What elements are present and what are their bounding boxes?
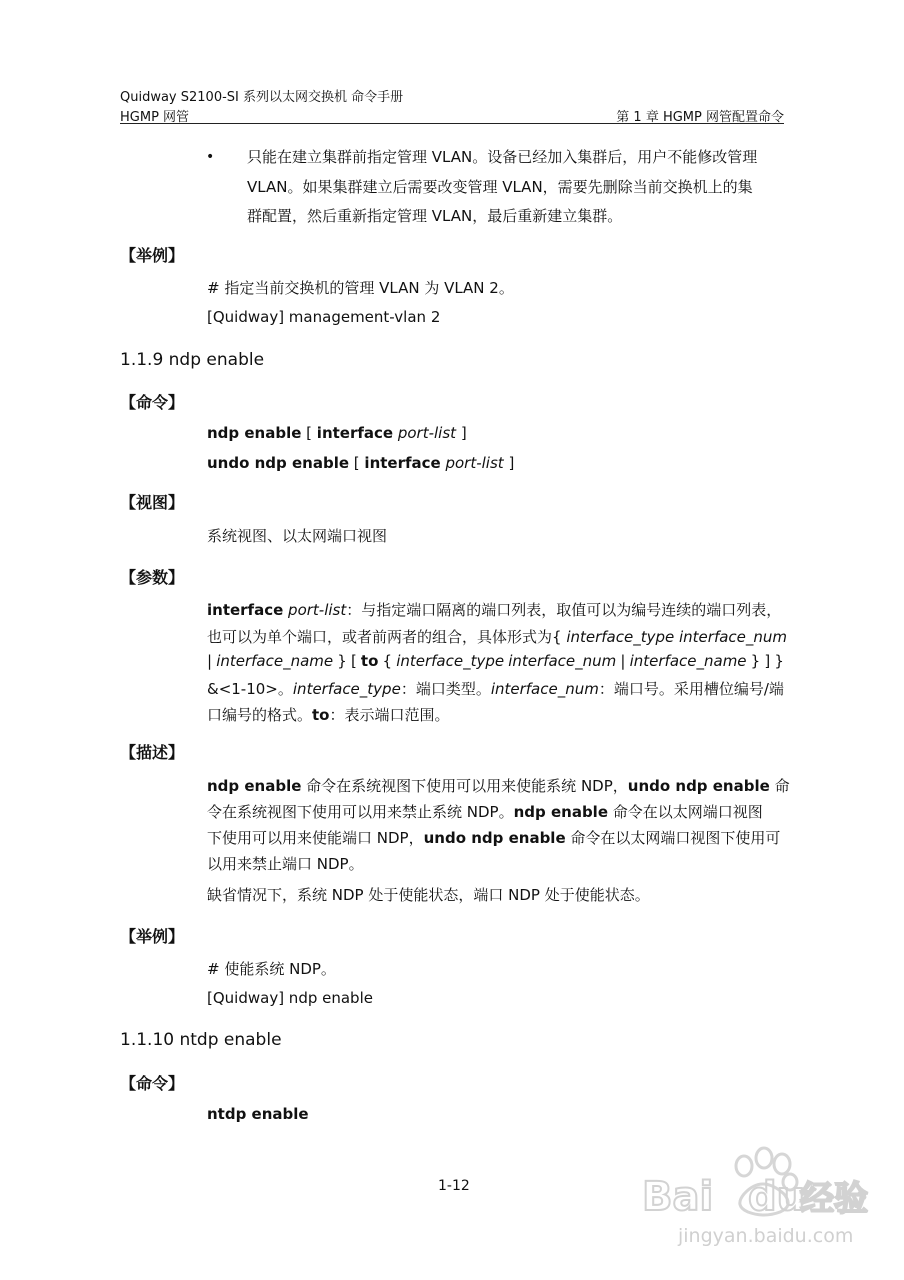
section-heading-1-1-10: 1.1.10 ntdp enable	[120, 1030, 282, 1050]
param-text: ：端口号。采用槽位编号/端	[598, 680, 784, 698]
section-heading-description: 【描述】	[120, 743, 185, 762]
param-text: 口编号的格式。	[207, 706, 313, 724]
syntax-token: ]	[764, 652, 771, 670]
param-line-5	[207, 704, 450, 725]
section-heading-view: 【视图】	[120, 493, 185, 512]
syntax-token: interface_num	[508, 652, 617, 670]
desc-text: 下使用可以用来使能端口 NDP，	[207, 829, 424, 847]
desc-line-4: 以用来禁止端口 NDP。	[207, 855, 364, 873]
syntax-token: to	[360, 652, 379, 670]
param-argument: interface_num	[490, 680, 599, 698]
param-argument: port-list	[283, 601, 347, 619]
syntax-token: }	[750, 652, 761, 670]
command-line-2	[207, 454, 514, 472]
param-text: &<1-10>。	[207, 680, 293, 698]
param-line-1-content	[207, 599, 781, 620]
command-keyword: undo ndp enable	[207, 454, 350, 472]
desc-text: 命令在以太网端口视图	[608, 803, 763, 821]
desc-line-5: 缺省情况下，系统 NDP 处于使能状态，端口 NDP 处于使能状态。	[207, 886, 650, 904]
syntax-token: interface_name	[629, 652, 747, 670]
desc-text: 命	[769, 777, 790, 795]
syntax-token: interface_name	[216, 652, 334, 670]
section-heading-parameters: 【参数】	[120, 568, 185, 587]
param-line-1	[207, 599, 784, 620]
param-line-2-content	[207, 626, 787, 647]
command-argument: port-list	[440, 454, 504, 472]
param-keyword: interface	[207, 601, 284, 619]
command-line-ntdp	[207, 1105, 309, 1123]
syntax-token: |	[620, 652, 626, 670]
param-keyword: to	[312, 706, 330, 724]
command-line-1	[207, 424, 467, 442]
desc-line-3-content	[207, 827, 780, 848]
param-line-4-content	[207, 678, 784, 699]
desc-line-1-content	[207, 775, 790, 796]
command-keyword: interface	[364, 454, 441, 472]
header-chapter-left: HGMP 网管	[120, 110, 190, 125]
desc-line-1	[207, 775, 790, 796]
param-text: 也可以为单个端口，或者前两者的组合，具体形式为{	[207, 628, 567, 646]
bullet-dot: •	[206, 149, 215, 165]
param-argument: interface_type	[292, 680, 401, 698]
command-keyword: ntdp enable	[207, 1105, 309, 1123]
header-chapter-right: 第 1 章 HGMP 网管配置命令	[616, 110, 784, 125]
example-comment-2: # 使能系统 NDP。	[207, 960, 336, 978]
section-heading-example: 【举例】	[120, 246, 185, 265]
desc-line-3	[207, 827, 784, 848]
example-comment: # 指定当前交换机的管理 VLAN 为 VLAN 2。	[207, 279, 514, 297]
bracket: [	[349, 454, 365, 472]
bracket: [	[301, 424, 317, 442]
view-text: 系统视图、以太网端口视图	[207, 527, 388, 545]
param-text: ：端口类型。	[400, 680, 491, 698]
syntax-token: |	[207, 652, 213, 670]
param-text: ：与指定端口隔离的端口列表，取值可以为编号连续的端口列表，	[346, 601, 782, 619]
command-keyword: ndp enable	[207, 424, 302, 442]
svg-text:du: du	[748, 1174, 806, 1220]
param-line-2	[207, 626, 788, 647]
syntax-token: }	[774, 652, 784, 670]
section-heading-1-1-9: 1.1.9 ndp enable	[120, 350, 265, 370]
baidu-jingyan-watermark-logo	[640, 1142, 868, 1260]
desc-keyword: undo ndp enable	[627, 777, 770, 795]
svg-text:经验: 经验	[800, 1179, 868, 1219]
syntax-token: [	[350, 652, 357, 670]
syntax-token: {	[382, 652, 393, 670]
bullet-line-3: 群配置，然后重新指定管理 VLAN，最后重新建立集群。	[247, 207, 623, 225]
section-heading-example-2: 【举例】	[120, 927, 185, 946]
desc-text: 命令在系统视图下使用可以用来使能系统 NDP，	[301, 777, 628, 795]
svg-text:Bai: Bai	[642, 1174, 714, 1220]
param-line-4	[207, 678, 784, 699]
bullet-line-2: VLAN。如果集群建立后需要改变管理 VLAN，需要先删除当前交换机上的集	[247, 178, 753, 196]
desc-line-2	[207, 801, 784, 822]
command-keyword: interface	[316, 424, 394, 442]
section-heading-command-2: 【命令】	[120, 1074, 185, 1093]
param-text: ：表示端口范围。	[329, 706, 450, 724]
example-command: [Quidway] management-vlan 2	[207, 308, 441, 326]
command-argument: port-list	[393, 424, 457, 442]
desc-keyword: undo ndp enable	[423, 829, 566, 847]
param-argument: interface_type interface_num	[566, 628, 788, 646]
bullet-line-1-text: 只能在建立集群前指定管理 VLAN。设备已经加入集群后，用户不能修改管理	[247, 148, 758, 166]
desc-line-2-content	[207, 801, 763, 822]
bracket: ]	[456, 424, 467, 442]
desc-keyword: ndp enable	[207, 777, 302, 795]
param-line-3	[207, 652, 784, 670]
syntax-token: interface_type	[396, 652, 505, 670]
bullet-line-1	[247, 146, 784, 167]
header-divider	[120, 123, 784, 124]
desc-text: 令在系统视图下使用可以用来禁止系统 NDP。	[207, 803, 514, 821]
header-title: Quidway S2100-SI 系列以太网交换机 命令手册	[120, 90, 404, 105]
section-heading-command: 【命令】	[120, 393, 185, 412]
svg-text:jingyan.baidu.com: jingyan.baidu.com	[678, 1225, 854, 1247]
desc-text: 命令在以太网端口视图下使用可	[565, 829, 781, 847]
syntax-token: }	[337, 652, 347, 670]
desc-keyword: ndp enable	[513, 803, 608, 821]
bracket: ]	[503, 454, 515, 472]
example-command-2: [Quidway] ndp enable	[207, 989, 373, 1007]
page-number: 1-12	[438, 1178, 470, 1194]
